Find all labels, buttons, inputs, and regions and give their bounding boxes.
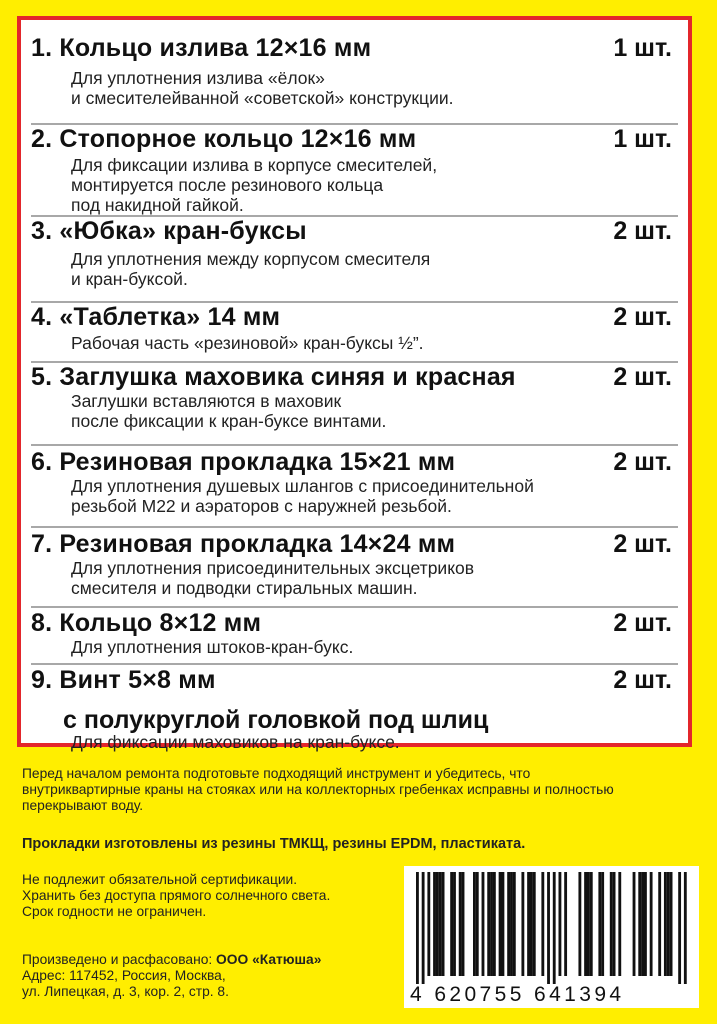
manufacturer-company: ООО «Катюша» (216, 952, 322, 967)
cert-line: Не подлежит обязательной сертификации. (22, 872, 298, 887)
description-line: Заглушки вставляются в маховик (71, 391, 342, 411)
description-line: Для уплотнения между корпусом смесителя (71, 249, 431, 269)
barcode-bar (507, 872, 510, 976)
item-quantity: 2 шт. (613, 363, 672, 391)
barcode-bar (613, 872, 616, 976)
address-line: ул. Липецкая, д. 3, кор. 2, стр. 8. (22, 984, 229, 999)
list-item (31, 361, 678, 446)
barcode-bar (547, 872, 550, 984)
item-title: 4. «Таблетка» 14 мм (31, 303, 281, 331)
barcode-bar (541, 872, 544, 976)
barcode (404, 866, 699, 1008)
list-item (31, 606, 678, 665)
item-title-continuation: с полукруглой головкой под шлиц (63, 706, 489, 734)
repair-warning (22, 766, 702, 814)
item-title: 7. Резиновая прокладка 14×24 мм (31, 530, 456, 558)
description-line: Для фиксации излива в корпусе смесителей, (71, 155, 438, 175)
barcode-bar (502, 872, 505, 976)
list-item (31, 526, 678, 608)
barcode-bar (610, 872, 613, 976)
description-line: Для фиксации маховиков на кран-буксе. (71, 732, 400, 752)
description-line: Для уплотнения излива «ёлок» (71, 68, 325, 88)
barcode-bar (487, 872, 490, 976)
list-item (31, 444, 678, 528)
address-line: Адрес: 117452, Россия, Москва, (22, 968, 226, 983)
item-quantity: 1 шт. (613, 34, 672, 62)
barcode-bar (678, 872, 681, 984)
list-item (31, 34, 678, 125)
barcode-digits: 4 620755 641394 (410, 983, 625, 1006)
description-line: Рабочая часть «резиновой» кран-буксы ½”. (71, 333, 424, 353)
barcode-bar (513, 872, 516, 976)
barcode-bar (559, 872, 562, 976)
barcode-bar (436, 872, 439, 976)
barcode-bar (439, 872, 442, 976)
barcode-bar (499, 872, 502, 976)
barcode-bar (664, 872, 667, 976)
description-line: после фиксации к кран-буксе винтами. (71, 411, 387, 431)
barcode-bar (658, 872, 661, 976)
barcode-bar (493, 872, 496, 976)
manufacturer-info (22, 952, 412, 1000)
barcode-bar (459, 872, 462, 976)
barcode-bar (644, 872, 647, 976)
barcode-bar (578, 872, 581, 976)
barcode-bar (433, 872, 436, 976)
description-line: и кран-буксой. (71, 269, 188, 289)
description-line: Для уплотнения штоков-кран-букс. (71, 637, 354, 657)
barcode-bars (404, 866, 699, 984)
item-description (71, 68, 678, 108)
item-quantity: 2 шт. (613, 217, 672, 245)
barcode-bar (521, 872, 524, 976)
warning-line: перекрывают воду. (22, 798, 144, 813)
description-line: Для уплотнения душевых шлангов с присоединительной (71, 476, 534, 496)
barcode-bar (422, 872, 425, 984)
barcode-bar (633, 872, 636, 976)
description-line: под накидной гайкой. (71, 195, 244, 215)
item-description (71, 476, 678, 516)
cert-line: Хранить без доступа прямого солнечного света. (22, 888, 331, 903)
item-title: 5. Заглушка маховика синяя и красная (31, 363, 516, 391)
barcode-bar (427, 872, 430, 976)
manufacturer-line (22, 952, 412, 968)
item-title: 8. Кольцо 8×12 мм (31, 609, 262, 637)
barcode-bar (590, 872, 593, 976)
barcode-bar (527, 872, 530, 976)
materials-note: Прокладки изготовлены из резины ТМКЩ, резины EPDM, пластиката. (22, 836, 526, 852)
warning-line: Перед началом ремонта подготовьте подходящий инструмент и убедитесь, что (22, 766, 531, 781)
barcode-bar (442, 872, 445, 976)
barcode-bar (450, 872, 453, 976)
barcode-bar (476, 872, 479, 976)
barcode-bar (416, 872, 419, 984)
item-description (71, 155, 678, 215)
barcode-bar (587, 872, 590, 976)
barcode-bar (530, 872, 533, 976)
item-quantity: 2 шт. (613, 530, 672, 558)
description-line: и смесителейванной «советской» конструкции. (71, 88, 454, 108)
item-quantity: 2 шт. (613, 609, 672, 637)
manufacturer-label: Произведено и расфасовано: (22, 952, 217, 967)
items-panel (17, 16, 692, 752)
warning-line: внутриквартирные краны на стояках или на коллекторных гребенках исправны и полностью (22, 782, 614, 797)
description-line: монтируется после резинового кольца (71, 175, 384, 195)
certification-note (22, 872, 412, 920)
item-title: 2. Стопорное кольцо 12×16 мм (31, 125, 417, 153)
item-title: 3. «Юбка» кран-буксы (31, 217, 307, 245)
barcode-bar (650, 872, 653, 976)
item-title: 6. Резиновая прокладка 15×21 мм (31, 448, 456, 476)
barcode-bar (684, 872, 687, 984)
list-item (31, 215, 678, 303)
barcode-bar (533, 872, 536, 976)
item-description (71, 249, 678, 289)
item-quantity: 1 шт. (613, 125, 672, 153)
cert-line: Срок годности не ограничен. (22, 904, 207, 919)
barcode-bar (670, 872, 673, 976)
barcode-bar (564, 872, 567, 976)
item-title: 9. Винт 5×8 мм (31, 666, 216, 694)
description-line: Для уплотнения присоединительных эксцетриков (71, 558, 475, 578)
item-title: 1. Кольцо излива 12×16 мм (31, 34, 372, 62)
item-description (71, 732, 678, 752)
item-description (71, 558, 678, 598)
item-description (71, 391, 678, 431)
list-item (31, 301, 678, 363)
barcode-bar (601, 872, 604, 976)
item-quantity: 2 шт. (613, 303, 672, 331)
barcode-bar (553, 872, 556, 984)
list-item (31, 663, 678, 752)
description-line: смесителя и подводки стиральных машин. (71, 578, 418, 598)
barcode-bar (641, 872, 644, 976)
barcode-bar (667, 872, 670, 976)
item-quantity: 2 шт. (613, 448, 672, 476)
barcode-bar (598, 872, 601, 976)
barcode-bar (618, 872, 621, 976)
barcode-bar (638, 872, 641, 976)
barcode-bar (482, 872, 485, 976)
barcode-bar (462, 872, 465, 976)
list-item (31, 123, 678, 217)
barcode-bar (473, 872, 476, 976)
barcode-bar (584, 872, 587, 976)
barcode-bar (453, 872, 456, 976)
description-line: резьбой М22 и аэраторов с наружней резьбой. (71, 496, 452, 516)
barcode-bar (490, 872, 493, 976)
item-quantity: 2 шт. (613, 666, 672, 694)
barcode-bar (510, 872, 513, 976)
